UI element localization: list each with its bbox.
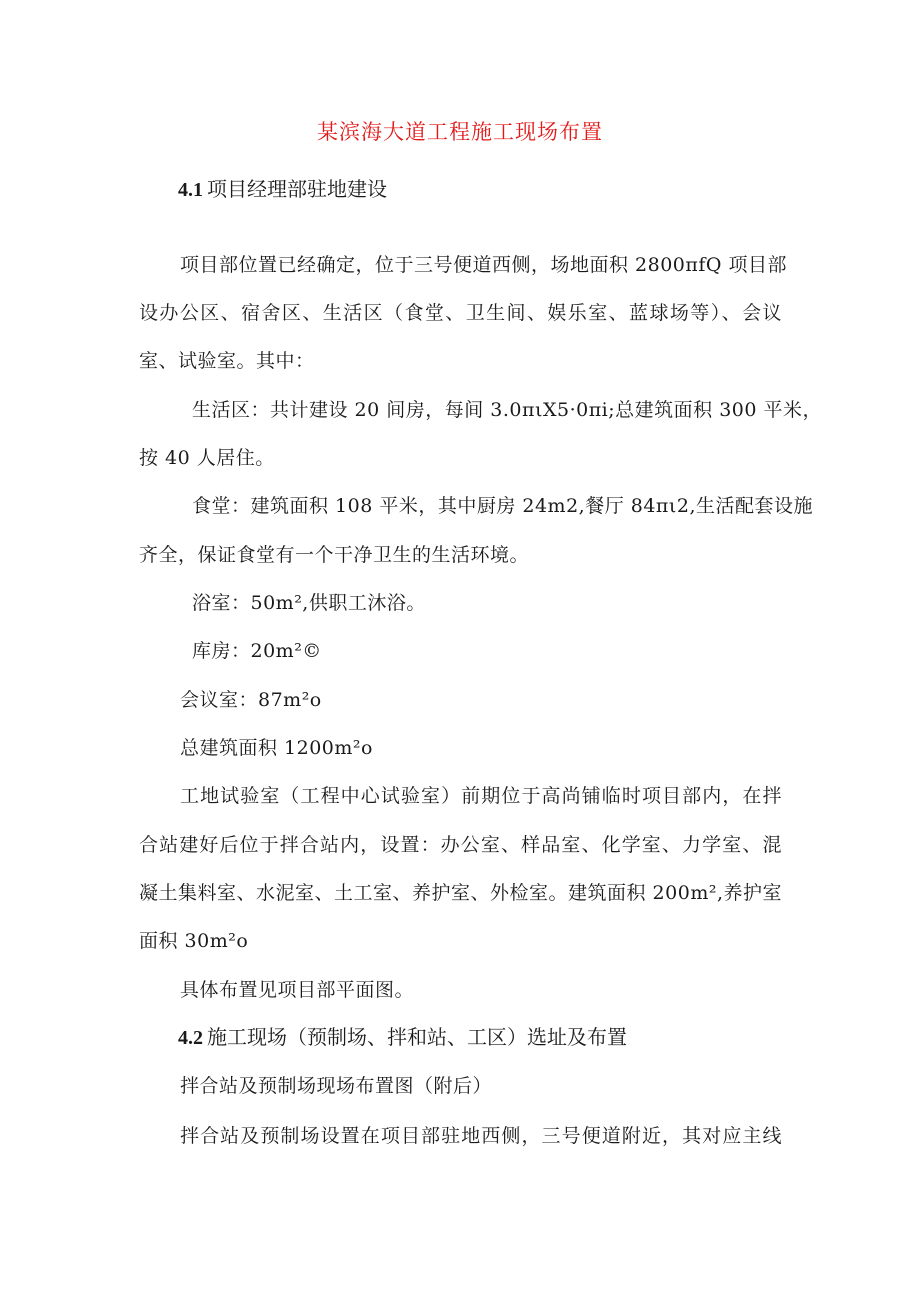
section-title: 项目经理部驻地建设 bbox=[207, 177, 387, 201]
paragraph-line: 设办公区、宿舍区、生活区（食堂、卫生间、娱乐室、蓝球场等）、会议 bbox=[139, 302, 782, 324]
paragraph-line: 凝土集料室、水泥室、土工室、养护室、外检室。建筑面积 200m²,养护室 bbox=[139, 882, 782, 904]
section-heading-4-1 bbox=[178, 173, 387, 202]
section-heading-4-2 bbox=[178, 1021, 627, 1050]
section-number: 4.2 bbox=[178, 1027, 203, 1049]
paragraph-line: 工地试验室（工程中心试验室）前期位于高尚铺临时项目部内，在拌 bbox=[180, 785, 782, 807]
paragraph-line: 具体布置见项目部平面图。 bbox=[180, 979, 415, 1001]
paragraph-line: 合站建好后位于拌合站内，设置：办公室、样品室、化学室、力学室、混 bbox=[139, 834, 782, 856]
paragraph-line: 拌合站及预制场设置在项目部驻地西侧，三号便道附近，其对应主线 bbox=[180, 1125, 782, 1147]
paragraph-line: 室、试验室。其中： bbox=[139, 350, 315, 372]
section-title: 施工现场（预制场、拌和站、工区）选址及布置 bbox=[207, 1025, 627, 1049]
paragraph-line: 生活区：共计建设 20 间房，每间 3.0πιX5·0πi;总建筑面积 300 平米， bbox=[192, 399, 823, 421]
paragraph-line: 食堂：建筑面积 108 平米，其中厨房 24m2,餐厅 84πι2,生活配套设施 bbox=[192, 495, 813, 517]
paragraph-line: 项目部位置已经确定，位于三号便道西侧，场地面积 2800πfQ 项目部 bbox=[180, 254, 788, 276]
paragraph-line: 齐全，保证食堂有一个干净卫生的生活环境。 bbox=[139, 544, 530, 566]
paragraph-line: 库房：20m²© bbox=[192, 640, 322, 662]
document-title: 某滨海大道工程施工现场布置 bbox=[317, 120, 603, 144]
paragraph-line: 会议室：87m²o bbox=[180, 689, 322, 711]
paragraph-line: 浴室：50m²,供职工沐浴。 bbox=[192, 592, 426, 614]
paragraph-line: 总建筑面积 1200m²o bbox=[180, 737, 373, 759]
section-number: 4.1 bbox=[178, 179, 203, 201]
paragraph-line: 面积 30m²o bbox=[139, 930, 249, 952]
paragraph-line: 拌合站及预制场现场布置图（附后） bbox=[180, 1075, 493, 1097]
paragraph-line: 按 40 人居住。 bbox=[139, 447, 275, 469]
